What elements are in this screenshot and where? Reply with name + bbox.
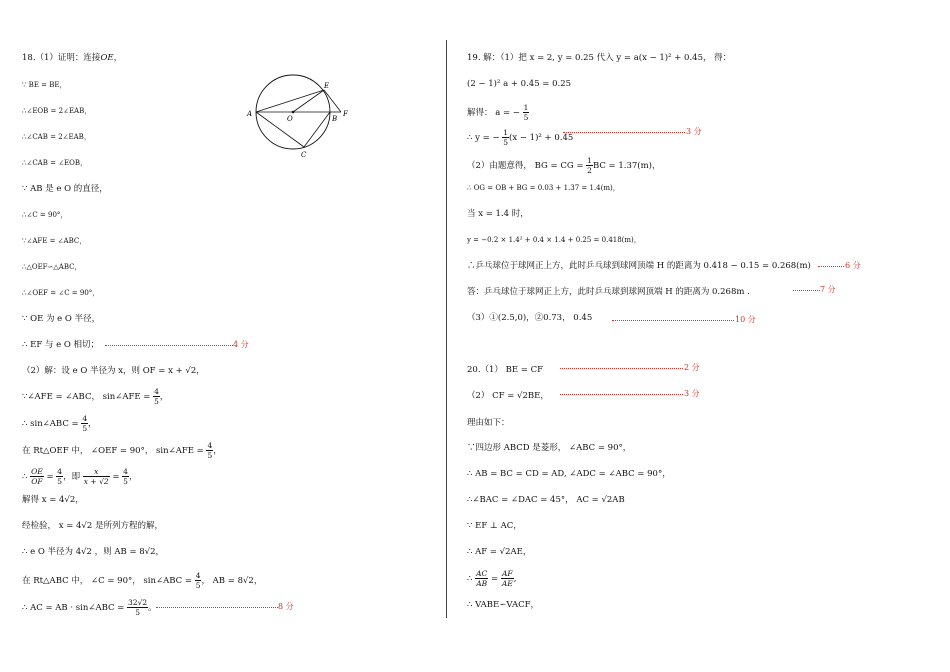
q18-p2-header: （2）解：设 e O 半径为 x，则 OF = x + √2， <box>22 366 205 376</box>
score-leader-2 <box>156 607 278 608</box>
fraction-num: 4 <box>195 571 201 580</box>
q18-line-2: ∴∠EOB = 2∠EAB， <box>22 107 92 115</box>
q20-line-8: ∴ AF = √2AE， <box>467 547 532 557</box>
q18-line-11: ∴ EF 与 e O 相切； <box>22 340 100 350</box>
fraction-num: 4 <box>57 467 63 476</box>
q20-line-4: ∵四边形 ABCD 是菱形， ∠ABC = 90°， <box>467 443 632 453</box>
q19-line-7: 当 x = 1.4 时， <box>467 209 529 219</box>
fraction-num: 32√2 <box>128 598 148 607</box>
fraction-den: 5 <box>154 397 159 406</box>
segment-oe <box>293 90 324 112</box>
score-leader-5 <box>793 290 820 291</box>
fraction-num: AF <box>501 569 513 578</box>
q19-line-3-text: 解得： a = − <box>467 108 520 118</box>
score-leader-3 <box>563 132 685 133</box>
q19-line-3 <box>467 103 529 122</box>
fraction <box>523 103 530 122</box>
q18-line-4: ∴∠CAB = ∠EOB， <box>22 159 88 167</box>
q18-p2-line-5: 解得 x = 4√2， <box>22 495 84 505</box>
q18-p2-line-4-text: ∴ <box>22 472 28 482</box>
fraction-num: 4 <box>154 387 159 396</box>
q20-line-9-tail: , <box>513 574 517 584</box>
q18-header: 18.（1）证明：连接OE， <box>22 53 123 63</box>
score-mark-5: 7 分 <box>820 285 836 294</box>
fraction <box>83 467 110 486</box>
q18-p2-line-4: ∴ $\frac{OE}{OF}$ = $\frac{4}{5}$ ，即 $\frac{x}{x + √2}$ = $\frac{4}{5}$ ， <box>22 467 138 486</box>
fraction-den: AB <box>476 579 488 588</box>
score-mark-2: 8 分 <box>278 602 294 611</box>
q18-line-10: ∵ OE 为 e O 半径， <box>22 314 101 324</box>
score-mark-1: 4 分 <box>233 340 249 349</box>
fraction-den: AE <box>501 579 513 588</box>
fraction-den: 5 <box>195 581 201 590</box>
fraction-num: 4 <box>207 441 213 450</box>
score-mark-8: 3 分 <box>684 389 700 398</box>
q18-p2-line-9-text: ∴ AC = AB · sin∠ABC = <box>22 603 125 613</box>
fraction-num: 4 <box>123 467 128 476</box>
fraction <box>122 467 129 486</box>
q18-line-6: ∴∠C = 90°， <box>22 211 68 219</box>
circle-figure <box>240 70 360 160</box>
q20-line-2: （2） CF = √2BE， <box>467 391 549 401</box>
score-mark-4: 6 分 <box>845 261 861 270</box>
q19-line-9: ∴乒乓球位于球网正上方，此时乒乓球到球网顶端 H 的距离为 0.418 − 0.15 = 0.268(m) <box>467 261 811 271</box>
q20-line-10: ∴ VABE∽VACF， <box>467 600 539 610</box>
q19-line-10: 答：乒乓球位于球网正上方，此时乒乓球到球网顶端 H 的距离为 0.268m . <box>467 287 750 297</box>
label-c: C <box>301 151 307 159</box>
q18-line-9: ∴∠OEF = ∠C = 90°， <box>22 289 100 297</box>
fraction-den: 5 <box>82 424 88 433</box>
score-leader-6 <box>612 320 734 321</box>
score-mark-6: 10 分 <box>735 315 756 324</box>
label-f: F <box>343 110 348 118</box>
fraction-den: OF <box>31 477 43 486</box>
q19-line-5 <box>467 156 661 175</box>
q19-line-5-text: （2）由题意得， BG = CG = <box>467 161 584 171</box>
score-leader-4 <box>818 266 844 267</box>
equals-sign: = <box>112 472 120 482</box>
score-mark-3: 3 分 <box>686 127 702 136</box>
q18-p2-line-1: ∵∠AFE = ∠ABC， sin∠AFE = $\frac{4}{5}$ ， <box>22 387 169 406</box>
label-o: O <box>287 115 293 123</box>
q19-line-11: （3）①(2.5,0)，②0.73， 0.45 <box>467 313 593 323</box>
fraction <box>206 441 213 460</box>
q18-p2-line-2: ∴ sin∠ABC = $\frac{4}{5}$ ， <box>22 414 97 433</box>
q18-p2-line-8-text: 在 Rt△ABC 中， ∠C = 90°， sin∠ABC = <box>22 576 192 586</box>
q18-p2-line-6: 经检验， x = 4√2 是所列方程的解， <box>22 521 163 531</box>
q19-line-6: ∴ OG = OB + BG = 0.03 + 1.37 = 1.4(m)， <box>467 184 620 192</box>
q20-line-6: ∴∠BAC = ∠DAC = 45°， AC = √2AB <box>467 495 625 505</box>
fraction-num: 1 <box>587 156 592 165</box>
fraction-num: x <box>83 467 110 477</box>
fraction-den: 5 <box>135 608 140 617</box>
center-point <box>292 111 295 114</box>
fraction-den: 5 <box>503 138 509 147</box>
q18-p2-line-9 <box>22 598 157 617</box>
q20-line-7: ∵ EF ⊥ AC， <box>467 521 522 531</box>
q18-p2-line-3-text: 在 Rt△OEF 中， ∠OEF = 90°， sin∠AFE = <box>22 446 204 456</box>
segment-ef <box>324 90 341 112</box>
score-leader-7 <box>560 368 683 369</box>
fraction-num: 4 <box>82 414 88 423</box>
q18-p2-line-8 <box>22 571 262 590</box>
segment-ae <box>256 90 324 112</box>
q20-line-1: 20.（1） BE = CF <box>467 365 544 375</box>
equals-sign: = <box>46 472 54 482</box>
fraction <box>501 569 514 588</box>
label-e: E <box>324 82 330 90</box>
label-a: A <box>247 110 253 118</box>
q20-line-3: 理由如下： <box>467 418 510 428</box>
q19-line-2: (2 − 1)² a + 0.45 = 0.25 <box>467 79 572 89</box>
fraction-num: 1 <box>523 103 529 112</box>
q18-line-1: ∵ BE = BE， <box>22 81 67 89</box>
fraction <box>81 414 88 433</box>
fraction-den: x + √2 <box>83 477 109 486</box>
fraction-den: 5 <box>523 113 529 122</box>
score-leader-8 <box>560 394 683 395</box>
q18-header-var: OE <box>100 53 114 63</box>
q18-line-5: ∵ AB 是 e O 的直径， <box>22 184 108 194</box>
q18-p2-line-9-tail: 。 <box>148 603 157 613</box>
q18-p2-line-8-tail: ， AB = 8√2， <box>201 576 263 586</box>
fraction <box>475 569 488 588</box>
q19-line-1: 19. 解：（1）把 x = 2, y = 0.25 代入 y = a(x − 1)² + 0.45， 得： <box>467 53 732 63</box>
q18-line-7: ∵∠AFE = ∠ABC， <box>22 237 87 245</box>
fraction-num: OE <box>31 467 43 476</box>
q18-header-text: 18.（1）证明：连接 <box>22 53 101 63</box>
q19-line-4 <box>467 128 573 147</box>
fraction-den: 5 <box>207 451 213 460</box>
q19-line-8: y = −0.2 × 1.4² + 0.4 × 1.4 + 0.25 = 0.418(m)， <box>467 236 641 244</box>
fraction-num: 1 <box>503 128 509 137</box>
q20-line-9-text: ∴ <box>467 574 473 584</box>
q18-line-3: ∴∠CAB = 2∠EAB， <box>22 133 91 141</box>
fraction-den: 2 <box>587 166 592 175</box>
q20-line-5: ∴ AB = BC = CD = AD, ∠ADC = ∠ABC = 90°， <box>467 469 671 479</box>
q19-line-4-text: ∴ y = − <box>467 133 500 143</box>
q18-line-8: ∴△OEF∽△ABC， <box>22 263 82 271</box>
fraction <box>127 598 148 617</box>
fraction-num: AC <box>476 569 488 578</box>
column-divider <box>446 40 447 618</box>
score-leader-1 <box>105 345 233 346</box>
q19-line-5-tail: BC = 1.37(m)， <box>592 161 661 171</box>
fraction <box>30 467 44 486</box>
segment-ac <box>256 112 304 147</box>
label-b: B <box>332 115 338 123</box>
fraction <box>153 387 160 406</box>
fraction-den: 5 <box>123 477 128 486</box>
equals-sign: = <box>490 574 499 584</box>
connector-text: ，即 <box>63 472 81 482</box>
q18-p2-line-1-text: ∵∠AFE = ∠ABC， sin∠AFE = <box>22 392 151 402</box>
q18-p2-line-7: ∴ e O 半径为 4√2 ，则 AB = 8√2， <box>22 547 164 557</box>
q18-p2-line-3: 在 Rt△OEF 中， ∠OEF = 90°， sin∠AFE = $\frac{4}{5}$ ， <box>22 441 222 460</box>
fraction-den: 5 <box>57 477 63 486</box>
q20-line-9 <box>467 569 516 588</box>
q18-p2-line-2-text: ∴ sin∠ABC = <box>22 419 79 429</box>
score-mark-7: 2 分 <box>684 363 700 372</box>
fraction <box>586 156 593 175</box>
q19-line-4-tail: (x − 1)² + 0.45 <box>509 133 574 143</box>
